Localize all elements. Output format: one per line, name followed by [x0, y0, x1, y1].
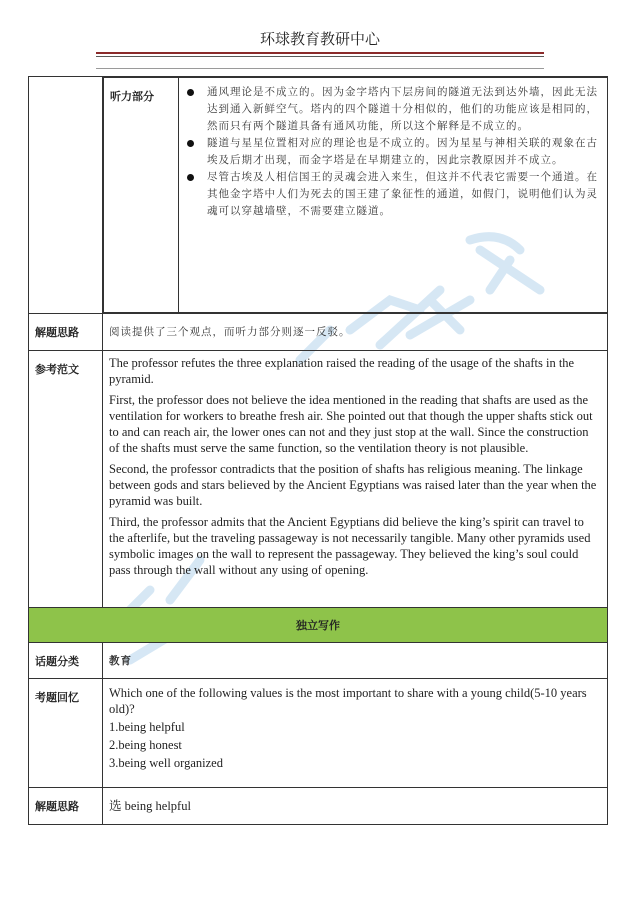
header-rule [96, 52, 544, 54]
independent-writing-heading: 独立写作 [296, 619, 340, 632]
bullet-icon [187, 140, 194, 147]
approach2-row [29, 788, 608, 825]
recall-row [29, 679, 608, 788]
list-item: 尽管古埃及人相信国王的灵魂会进入来生，但这并不代表它需要一个通道。在其他金字塔中人们为死去的国王建了象征性的通道，如假门，说明他们认为灵魂可以穿越墙壁，不需要建立隧道。 [185, 169, 599, 220]
listening-empty-cell [29, 77, 103, 314]
header-rule-secondary [96, 68, 544, 69]
page-title: 环球教育教研中心 [259, 30, 380, 48]
header-rule-thin [96, 56, 544, 57]
listening-row [29, 77, 608, 314]
approach-row [29, 314, 608, 351]
question-line: Which one of the following values is the most important to share with a young child(5-10 years old)? [109, 686, 587, 716]
approach2-label: 解题思路 [35, 800, 79, 813]
option-line: 3.being well organized [109, 756, 223, 770]
category-row [29, 643, 608, 679]
essay-paragraph: Second, the professor contradicts that the position of shafts has religious meaning. The linkage between gods and stars believed by the Ancient Egyptians was raised later than the year when the pyramid was built. [109, 462, 597, 508]
content-table [28, 76, 608, 825]
category-label: 话题分类 [35, 655, 79, 668]
approach-text: 阅读提供了三个观点，而听力部分则逐一反驳。 [109, 326, 351, 338]
recall-question [103, 679, 607, 781]
listening-subtable [103, 77, 607, 313]
approach2-text: 选 being helpful [109, 799, 191, 813]
sample-label: 参考范文 [35, 363, 79, 376]
category-value: 教育 [109, 655, 132, 667]
essay-paragraph: The professor refutes the three explanation raised the reading of the usage of the shafts in the pyramid. [109, 356, 575, 386]
bullet-icon [187, 89, 194, 96]
listening-bullets [179, 78, 607, 226]
sample-essay [103, 351, 607, 593]
list-item: 隧道与星星位置相对应的理论也是不成立的。因为星星与神相关联的观象在古埃及后期才出现，而金字塔是在早期建立的，因此宗教原因并不成立。 [185, 135, 599, 169]
recall-label: 考题回忆 [35, 691, 79, 704]
option-line: 2.being honest [109, 738, 182, 752]
bullet-icon [187, 174, 194, 181]
essay-paragraph: Third, the professor admits that the Ancient Egyptians did believe the king’s spirit can travel to the afterlife, but the traveling passageway is not necessarily tangible. Many other pyramids used symbolic images on the wall to represent the passageway. They believed the king’s soul could pass through the wall without any using of opening. [109, 515, 591, 577]
listening-label: 听力部分 [110, 90, 154, 103]
approach-label: 解题思路 [35, 326, 79, 339]
sample-row [29, 351, 608, 608]
essay-paragraph: First, the professor does not believe the idea mentioned in the reading that shafts are used as the ventilation for workers to breathe fresh air. She pointed out that though the upper shafts stick out to and can reach air, the lower ones can not and they just stop at the wall. Since the construction of the shafts must serve the same function, so the ventilation theory is not plausible. [109, 393, 593, 455]
independent-header-row [29, 608, 608, 643]
option-line: 1.being helpful [109, 720, 185, 734]
list-item: 通风理论是不成立的。因为金字塔内下层房间的隧道无法到达外墙，因此无法达到通入新鲜空气。塔内的四个隧道十分相似的，他们的功能应该是相同的，然而只有两个隧道具备有通风功能，所以这个解释是不成立的。 [185, 84, 599, 135]
